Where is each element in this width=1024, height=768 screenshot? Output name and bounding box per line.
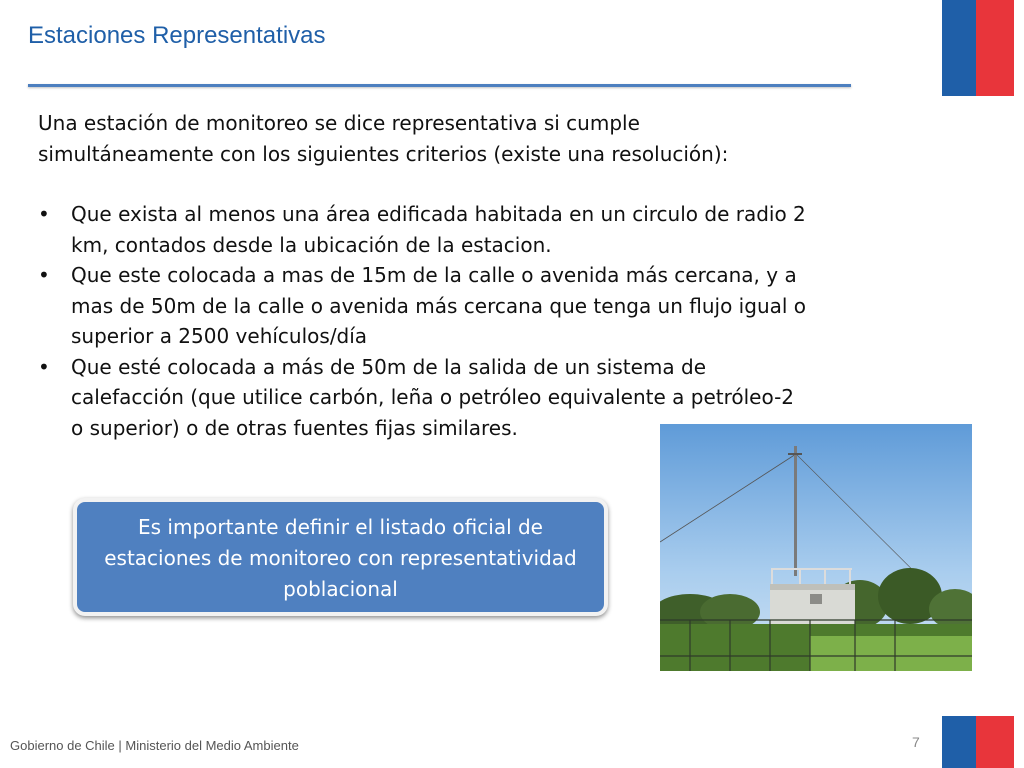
flag-decoration-bottom [942, 716, 1014, 768]
flag-decoration-top [942, 0, 1014, 96]
flag-blue-stripe [942, 0, 976, 96]
slide-title: Estaciones Representativas [28, 22, 326, 49]
intro-paragraph: Una estación de monitoreo se dice representativa si cumple simultáneamente con los siguientes criterios (existe una resolución): [38, 111, 729, 166]
title-underline [28, 84, 851, 87]
footer-text: Gobierno de Chile | Ministerio del Medio Ambiente [10, 738, 299, 753]
criteria-item [38, 260, 808, 352]
slide-body [38, 108, 808, 443]
criteria-text: Que esté colocada a más de 50m de la salida de un sistema de calefacción (que utilice carbón, leña o petróleo equivalente a petróleo-2 o superior) o de otras fuentes fijas similares. [71, 354, 795, 440]
criteria-item [38, 199, 808, 260]
callout-box: Es importante definir el listado oficial de estaciones de monitoreo con representatividad poblacional [73, 498, 608, 616]
criteria-list [38, 199, 808, 443]
monitoring-station-photo [660, 424, 972, 671]
page-number: 7 [912, 734, 920, 750]
flag-blue-stripe [942, 716, 976, 768]
bullet-icon: • [38, 263, 50, 287]
bullet-icon: • [38, 354, 50, 379]
flag-red-stripe [976, 0, 1014, 96]
bullet-icon: • [38, 202, 50, 226]
criteria-text: Que exista al menos una área edificada habitada en un circulo de radio 2 km, contados desde la ubicación de la estacion. [71, 202, 806, 257]
flag-red-stripe [976, 716, 1014, 768]
criteria-text: Que este colocada a mas de 15m de la calle o avenida más cercana, y a mas de 50m de la calle o avenida más cercana que tenga un flujo igual o superior a 2500 vehículos/día [71, 263, 807, 348]
